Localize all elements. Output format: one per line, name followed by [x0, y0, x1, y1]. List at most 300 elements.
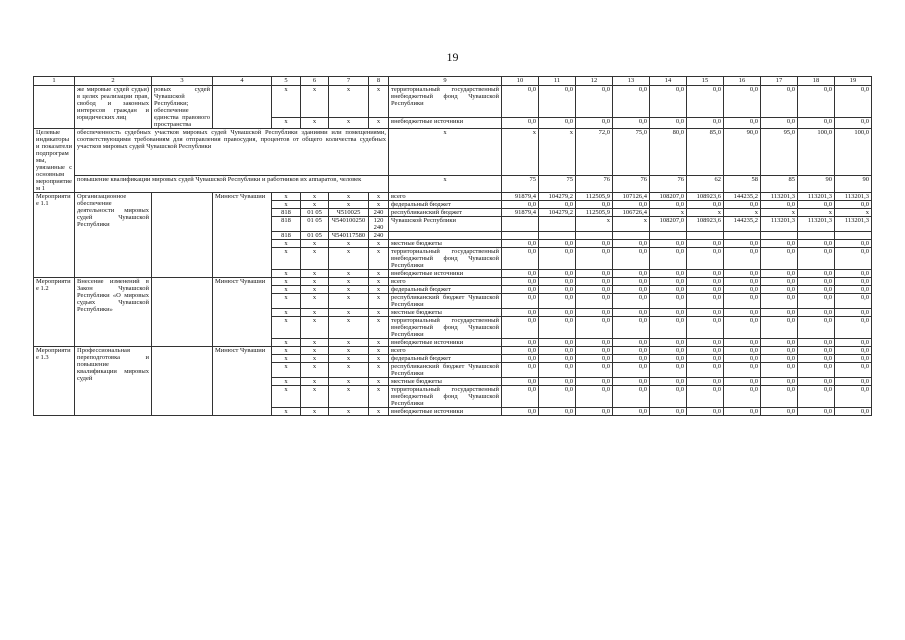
target-article-cell: x	[329, 339, 369, 347]
value-cell: 0,0	[576, 378, 613, 386]
funding-source-cell: всего	[389, 347, 502, 355]
value-cell: 144235,2	[724, 193, 761, 201]
value-cell: 0,0	[539, 201, 576, 209]
funding-source-cell: республиканский бюджет	[389, 209, 502, 217]
value-cell: 0,0	[650, 309, 687, 317]
column-header: 6	[301, 77, 329, 86]
value-cell: 0,0	[539, 363, 576, 378]
value-cell: 0,0	[761, 408, 798, 416]
funding-source-cell: территориальный государственный внебюджетный фонд Чувашской Республики	[389, 86, 502, 118]
funding-source-cell: внебюджетные источники	[389, 408, 502, 416]
value-cell: 0,0	[502, 86, 539, 118]
value-cell: 0,0	[798, 309, 835, 317]
section-cell: x	[301, 317, 329, 339]
value-cell: 0,0	[724, 309, 761, 317]
value-cell: 0,0	[502, 309, 539, 317]
value-cell: 0,0	[835, 86, 872, 118]
section-cell: 01 05	[301, 217, 329, 232]
value-cell: 0,0	[650, 286, 687, 294]
value-cell: 0,0	[502, 408, 539, 416]
target-label-cell: Целевые индикаторы и показатели подпрограммы, увязанные с основным мероприятием 1	[34, 129, 75, 193]
value-cell: 0,0	[835, 363, 872, 378]
value-cell: 0,0	[650, 378, 687, 386]
grbs-cell: x	[272, 294, 301, 309]
value-cell: 0,0	[650, 408, 687, 416]
value-cell: 0,0	[502, 117, 539, 128]
value-cell: 0,0	[650, 294, 687, 309]
value-cell: 58	[724, 175, 761, 192]
value-cell: 0,0	[613, 339, 650, 347]
column-header: 17	[761, 77, 798, 86]
grbs-cell: 818	[272, 232, 301, 240]
value-cell: 0,0	[650, 317, 687, 339]
value-cell: x	[724, 209, 761, 217]
funding-source-cell: федеральный бюджет	[389, 355, 502, 363]
value-cell: 85	[761, 175, 798, 192]
value-cell: 0,0	[502, 317, 539, 339]
value-cell: 0,0	[761, 317, 798, 339]
value-cell: 0,0	[798, 355, 835, 363]
value-cell: 90	[835, 175, 872, 192]
value-cell: 0,0	[761, 278, 798, 286]
value-cell: 113201,3	[835, 217, 872, 232]
value-cell: 0,0	[576, 317, 613, 339]
value-cell: 0,0	[724, 270, 761, 278]
column-header: 11	[539, 77, 576, 86]
value-cell: 104279,2	[539, 209, 576, 217]
value-cell: 0,0	[539, 86, 576, 118]
grbs-cell: x	[272, 201, 301, 209]
target-row	[34, 129, 872, 176]
value-cell: 0,0	[576, 286, 613, 294]
value-cell: 0,0	[502, 347, 539, 355]
funding-source-cell: территориальный государственный внебюджетный фонд Чувашской Республики	[389, 248, 502, 270]
grbs-cell: x	[272, 86, 301, 118]
value-cell: 0,0	[613, 294, 650, 309]
target-article-cell: x	[329, 355, 369, 363]
value-cell: x	[576, 217, 613, 232]
expense-type-cell: x	[369, 408, 389, 416]
target-article-cell: Ч510025	[329, 209, 369, 217]
value-cell: 0,0	[613, 248, 650, 270]
grbs-cell: x	[272, 240, 301, 248]
value-cell: 0,0	[724, 286, 761, 294]
value-cell: 0,0	[761, 309, 798, 317]
grbs-cell: x	[272, 309, 301, 317]
value-cell: 0,0	[613, 309, 650, 317]
value-cell: 0,0	[761, 117, 798, 128]
value-cell: 144235,2	[724, 217, 761, 232]
value-cell: 0,0	[798, 317, 835, 339]
value-cell: 0,0	[798, 363, 835, 378]
funding-source-cell: внебюджетные источники	[389, 339, 502, 347]
value-cell: 0,0	[835, 378, 872, 386]
value-cell: 0,0	[687, 286, 724, 294]
value-cell: 0,0	[502, 355, 539, 363]
value-cell: 0,0	[687, 294, 724, 309]
value-cell: 0,0	[539, 339, 576, 347]
event-name-cell: Организационное обеспечение деятельности мировых судей Чувашской Республики	[75, 193, 152, 278]
event-row	[34, 193, 872, 201]
value-cell: 0,0	[687, 347, 724, 355]
value-cell: 0,0	[687, 378, 724, 386]
value-cell: 0,0	[761, 286, 798, 294]
value-cell: 0,0	[576, 86, 613, 118]
value-cell: 0,0	[761, 240, 798, 248]
value-cell: 113201,3	[798, 193, 835, 201]
value-cell: 0,0	[761, 363, 798, 378]
section-cell: x	[301, 201, 329, 209]
value-cell	[576, 232, 613, 240]
target-article-cell: x	[329, 270, 369, 278]
value-cell: 0,0	[687, 408, 724, 416]
value-cell: x	[798, 209, 835, 217]
target-article-cell: x	[329, 248, 369, 270]
section-cell: x	[301, 117, 329, 128]
value-cell: 0,0	[502, 294, 539, 309]
value-cell: 0,0	[761, 378, 798, 386]
value-cell: 0,0	[724, 378, 761, 386]
target-article-cell: Ч540117580	[329, 232, 369, 240]
value-cell: 0,0	[576, 278, 613, 286]
value-cell: 0,0	[724, 317, 761, 339]
grbs-cell: 818	[272, 209, 301, 217]
value-cell: 91879,4	[502, 193, 539, 201]
value-cell: 0,0	[761, 386, 798, 408]
value-cell: 0,0	[687, 363, 724, 378]
value-cell: 107126,4	[613, 193, 650, 201]
value-cell: 0,0	[613, 270, 650, 278]
value-cell: 90,0	[724, 129, 761, 176]
column-header: 12	[576, 77, 613, 86]
value-cell: 0,0	[650, 363, 687, 378]
section-cell: x	[301, 278, 329, 286]
empty-cell	[213, 86, 272, 129]
value-cell: 0,0	[724, 117, 761, 128]
target-article-cell: x	[329, 408, 369, 416]
value-cell: 0,0	[798, 286, 835, 294]
event-label-cell: Мероприятие 1.2	[34, 278, 75, 347]
column-header: 13	[613, 77, 650, 86]
value-cell: 0,0	[687, 240, 724, 248]
value-cell	[502, 232, 539, 240]
target-text-cell: обеспеченность судебных участков мировых судей Чувашской Республики зданиями или помещениями, соответствующими требованиям для отправления правосудия, процентов от общего количества судебных участков мировых судей Чувашской Республики	[75, 129, 389, 176]
value-cell: 0,0	[613, 317, 650, 339]
funding-source-cell	[389, 232, 502, 240]
value-cell: 0,0	[687, 248, 724, 270]
funding-source-cell: внебюджетные источники	[389, 117, 502, 128]
value-cell: 0,0	[724, 240, 761, 248]
target-text-cell: повышение квалификации мировых судей Чувашской Республики и работников их аппаратов, человек	[75, 175, 389, 192]
value-cell: 0,0	[798, 240, 835, 248]
empty-cell	[152, 347, 213, 416]
value-cell: 0,0	[539, 347, 576, 355]
value-cell: x	[761, 209, 798, 217]
value-cell: 0,0	[835, 386, 872, 408]
value-cell: 0,0	[539, 355, 576, 363]
column-header: 4	[213, 77, 272, 86]
value-cell: 0,0	[724, 339, 761, 347]
value-cell: 0,0	[687, 278, 724, 286]
value-cell: 106726,4	[613, 209, 650, 217]
value-cell: 85,0	[687, 129, 724, 176]
value-cell: 0,0	[650, 278, 687, 286]
value-cell: 90	[798, 175, 835, 192]
value-cell: 0,0	[798, 378, 835, 386]
value-cell: 0,0	[613, 201, 650, 209]
column-header: 7	[329, 77, 369, 86]
value-cell: 0,0	[761, 294, 798, 309]
value-cell: 0,0	[835, 270, 872, 278]
event-name-cell: же мировые судей судьи) в целях реализации прав, свобод и законных интересов граждан и юридических лиц	[75, 86, 152, 129]
expense-type-cell: 240	[369, 232, 389, 240]
value-cell: 0,0	[798, 408, 835, 416]
expense-type-cell: x	[369, 317, 389, 339]
value-cell: 76	[576, 175, 613, 192]
executor-cell: Минюст Чувашии	[213, 278, 272, 347]
section-cell: x	[301, 378, 329, 386]
value-cell: 0,0	[650, 355, 687, 363]
value-cell: 0,0	[576, 363, 613, 378]
value-cell: 0,0	[613, 386, 650, 408]
value-cell: 0,0	[613, 240, 650, 248]
value-cell: 0,0	[576, 309, 613, 317]
value-cell	[761, 232, 798, 240]
value-cell: 0,0	[502, 201, 539, 209]
value-cell: 0,0	[613, 86, 650, 118]
value-cell: 104279,2	[539, 193, 576, 201]
column-header: 5	[272, 77, 301, 86]
program-table	[33, 76, 872, 416]
expense-type-cell: x	[369, 240, 389, 248]
value-cell: 0,0	[798, 386, 835, 408]
value-cell	[835, 232, 872, 240]
target-article-cell: x	[329, 240, 369, 248]
value-cell: 0,0	[539, 408, 576, 416]
value-cell	[613, 232, 650, 240]
expense-type-cell: x	[369, 294, 389, 309]
value-cell: 0,0	[576, 355, 613, 363]
goal-cell: ровых судей Чувашской Республики; обеспечение единства правового пространства	[152, 86, 213, 129]
target-article-cell: x	[329, 117, 369, 128]
value-cell: 0,0	[687, 117, 724, 128]
empty-cell	[152, 193, 213, 278]
value-cell: 0,0	[613, 117, 650, 128]
section-cell: x	[301, 339, 329, 347]
value-cell: 0,0	[835, 201, 872, 209]
value-cell: 0,0	[687, 317, 724, 339]
target-article-cell: x	[329, 201, 369, 209]
event-row	[34, 347, 872, 355]
value-cell: 0,0	[576, 248, 613, 270]
value-cell: 62	[687, 175, 724, 192]
value-cell	[502, 217, 539, 232]
value-cell: 0,0	[650, 339, 687, 347]
column-header: 10	[502, 77, 539, 86]
grbs-cell: x	[272, 317, 301, 339]
value-cell: 75,0	[613, 129, 650, 176]
table-row	[34, 86, 872, 118]
value-cell: 0,0	[798, 339, 835, 347]
target-article-cell: x	[329, 86, 369, 118]
value-cell: 113201,3	[761, 193, 798, 201]
value-cell: 0,0	[650, 386, 687, 408]
value-cell: 0,0	[835, 294, 872, 309]
value-cell: 0,0	[502, 339, 539, 347]
value-cell: 0,0	[576, 386, 613, 408]
value-cell: 0,0	[539, 286, 576, 294]
value-cell: x	[650, 209, 687, 217]
value-cell: 0,0	[761, 201, 798, 209]
event-label-cell: Мероприятие 1.3	[34, 347, 75, 416]
value-cell: 0,0	[539, 386, 576, 408]
value-cell: 0,0	[576, 240, 613, 248]
value-cell: 72,0	[576, 129, 613, 176]
target-article-cell: x	[329, 278, 369, 286]
value-cell: 91879,4	[502, 209, 539, 217]
section-cell: 01 05	[301, 209, 329, 217]
expense-type-cell: 120 240	[369, 217, 389, 232]
value-cell: 0,0	[576, 408, 613, 416]
funding-source-cell: местные бюджеты	[389, 240, 502, 248]
value-cell: 0,0	[502, 270, 539, 278]
target-article-cell: x	[329, 309, 369, 317]
expense-type-cell: x	[369, 117, 389, 128]
expense-type-cell: x	[369, 270, 389, 278]
funding-source-cell: республиканский бюджет Чувашской Республики	[389, 363, 502, 378]
event-name-cell: Внесение изменений в Закон Чувашской Республики «О мировых судьях Чувашской Республики»	[75, 278, 152, 347]
value-cell: 0,0	[539, 317, 576, 339]
column-header: 18	[798, 77, 835, 86]
funding-source-cell: территориальный государственный внебюджетный фонд Чувашской Республики	[389, 386, 502, 408]
grbs-cell: x	[272, 347, 301, 355]
value-cell: 108207,0	[650, 217, 687, 232]
value-cell: 0,0	[576, 347, 613, 355]
funding-source-cell: местные бюджеты	[389, 309, 502, 317]
grbs-cell: x	[272, 117, 301, 128]
value-cell: 0,0	[724, 278, 761, 286]
executor-cell: Минюст Чувашии	[213, 193, 272, 278]
value-cell: 0,0	[539, 248, 576, 270]
section-cell: x	[301, 193, 329, 201]
value-cell: 0,0	[502, 386, 539, 408]
value-cell: 0,0	[761, 347, 798, 355]
value-cell: 113201,3	[761, 217, 798, 232]
value-cell: 0,0	[687, 201, 724, 209]
event-row	[34, 278, 872, 286]
target-article-cell: x	[329, 294, 369, 309]
value-cell: x	[502, 129, 539, 176]
column-header: 8	[369, 77, 389, 86]
expense-type-cell: x	[369, 278, 389, 286]
value-cell: 0,0	[798, 294, 835, 309]
value-cell	[798, 232, 835, 240]
value-cell: 108923,6	[687, 217, 724, 232]
value-cell: 0,0	[502, 248, 539, 270]
value-cell: 0,0	[650, 248, 687, 270]
section-cell: x	[301, 309, 329, 317]
value-cell: 0,0	[613, 363, 650, 378]
section-cell: x	[301, 355, 329, 363]
expense-type-cell: x	[369, 347, 389, 355]
value-cell: 0,0	[576, 270, 613, 278]
value-cell: 0,0	[502, 286, 539, 294]
value-cell: 0,0	[613, 355, 650, 363]
grbs-cell: x	[272, 286, 301, 294]
value-cell: x	[539, 129, 576, 176]
target-article-cell: x	[329, 386, 369, 408]
section-cell: x	[301, 86, 329, 118]
value-cell: x	[613, 217, 650, 232]
value-cell: 76	[650, 175, 687, 192]
value-cell: 0,0	[539, 378, 576, 386]
grbs-cell: x	[272, 193, 301, 201]
value-cell: 0,0	[613, 286, 650, 294]
value-cell: 0,0	[761, 270, 798, 278]
grbs-cell: x	[272, 270, 301, 278]
value-cell: 0,0	[539, 240, 576, 248]
value-cell: x	[835, 209, 872, 217]
value-cell: 0,0	[835, 278, 872, 286]
target-article-cell: x	[329, 347, 369, 355]
value-cell: 0,0	[835, 408, 872, 416]
column-header: 16	[724, 77, 761, 86]
value-cell: 0,0	[613, 408, 650, 416]
expense-type-cell: x	[369, 363, 389, 378]
value-cell: 0,0	[835, 355, 872, 363]
value-cell: 112505,9	[576, 209, 613, 217]
section-cell: x	[301, 363, 329, 378]
value-cell: 0,0	[650, 270, 687, 278]
value-cell: 113201,3	[835, 193, 872, 201]
value-cell: 0,0	[502, 363, 539, 378]
value-cell: 0,0	[687, 86, 724, 118]
value-cell: 0,0	[687, 270, 724, 278]
value-cell: 0,0	[539, 117, 576, 128]
value-cell: 0,0	[761, 248, 798, 270]
value-cell: 80,0	[650, 129, 687, 176]
value-cell: 0,0	[687, 339, 724, 347]
column-header: 15	[687, 77, 724, 86]
value-cell: 0,0	[613, 278, 650, 286]
empty-cell	[152, 278, 213, 347]
expense-type-cell: x	[369, 248, 389, 270]
value-cell: x	[687, 209, 724, 217]
funding-source-cell: республиканский бюджет Чувашской Республики	[389, 294, 502, 309]
event-name-cell: Профессиональная переподготовка и повышение квалификации мировых судей	[75, 347, 152, 416]
funding-source-cell: федеральный бюджет	[389, 201, 502, 209]
target-article-cell: x	[329, 286, 369, 294]
value-cell: 100,0	[798, 129, 835, 176]
grbs-cell: 818	[272, 217, 301, 232]
column-header: 14	[650, 77, 687, 86]
value-cell: 0,0	[687, 355, 724, 363]
value-cell: 0,0	[687, 309, 724, 317]
expense-type-cell: x	[369, 201, 389, 209]
value-cell: 0,0	[576, 201, 613, 209]
value-cell: 0,0	[798, 248, 835, 270]
value-cell: 75	[502, 175, 539, 192]
value-cell: 76	[613, 175, 650, 192]
column-header: 9	[389, 77, 502, 86]
grbs-cell: x	[272, 378, 301, 386]
value-cell: 0,0	[576, 339, 613, 347]
target-x-cell: x	[389, 129, 502, 176]
value-cell: 0,0	[835, 317, 872, 339]
value-cell: 0,0	[502, 278, 539, 286]
value-cell: 0,0	[724, 294, 761, 309]
value-cell: 95,0	[761, 129, 798, 176]
